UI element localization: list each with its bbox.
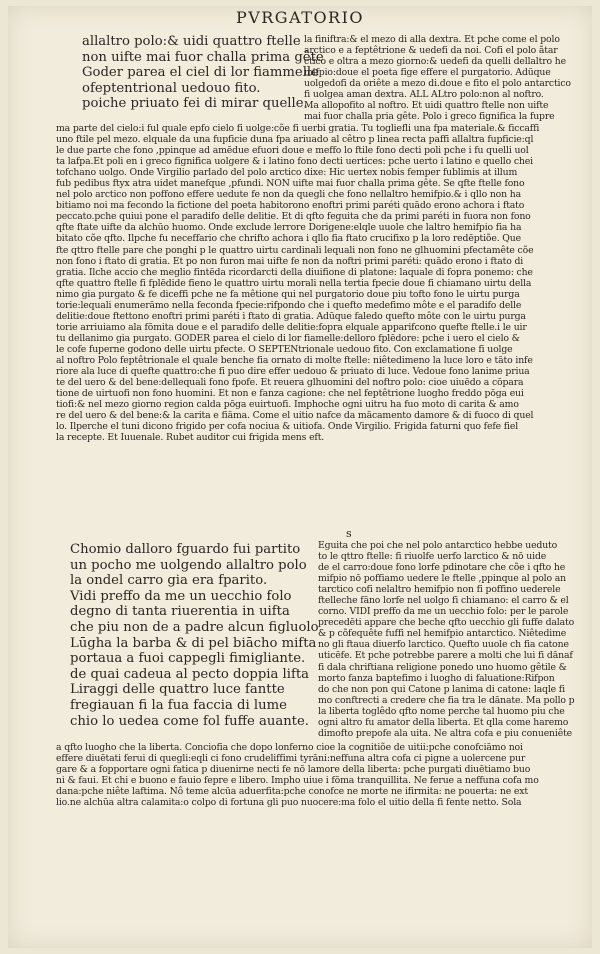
verse-block-bottom bbox=[70, 542, 319, 729]
verse-line: chio lo uedea come fol fuffe auante. bbox=[70, 713, 309, 729]
commentary-line: tofchano uolgo. Onde Virgilio parlado del polo arctico dixe: Hic uertex nobis femper fublimis at illum bbox=[56, 167, 518, 179]
verse-block-top bbox=[82, 34, 327, 112]
commentary-block-middle bbox=[56, 123, 580, 443]
commentary-line: corno. VIDI preffo da me un uecchio folo: per le parole bbox=[318, 606, 569, 618]
verse-line: allaltro polo:& uidi quattro ftelle bbox=[82, 34, 301, 49]
commentary-line: tarctico cofi nelaltro hemifpio non fi poffino uederele bbox=[318, 584, 561, 596]
commentary-line: arctico e a feptêtrione & uedefi da noi. Cofi el polo ãtar bbox=[304, 45, 558, 57]
commentary-line: non fono i ftato di gratia. Et po non furon mai uifte fe non da noftri primi paréti: quādo erono i ftato di bbox=[56, 255, 524, 267]
verse-line: che piu non de a padre alcun figluolo bbox=[70, 619, 319, 635]
verse-line: Lūgha la barba & di pel biācho mifta bbox=[70, 635, 317, 651]
verse-line: Chomio dalloro fguardo fui partito bbox=[70, 542, 301, 557]
commentary-line: fi uolgea aman dextra. ALL ALtro polo:non al noftro. bbox=[304, 89, 544, 101]
commentary-line: do che non pon qui Catone p lanima di catone: laqle fi bbox=[318, 683, 565, 695]
commentary-line: ta lafpa.Et poli en i greco fignifica uolgere & i latino fono decti uertices: pche uerto i latino e quello chei bbox=[56, 156, 533, 168]
commentary-line: uolgedofi da oriête a mezo di.doue e fito el polo antarctico bbox=[304, 78, 571, 90]
commentary-line: tu dellanimo gia purgato. GODER parea el cielo di lor fiamelle:delloro fplēdore: pche i uero el cielo & bbox=[56, 332, 520, 344]
commentary-line: te del uero & del bene:dellequali fono fpofe. Et reuera glhuomini del noftro polo: cioe uiuēdo a cōpara bbox=[56, 377, 524, 389]
commentary-line: qfte ftate uifte da alchūo huomo. Onde exclude lerrore Dorigene:elqle uuole che laltro hemifpio fia ha bbox=[56, 222, 522, 234]
commentary-line: nimo gia purgato & fe diceffi pche ne fa mêtione qui nel purgatorio doue piu tofto fono le uirtu purga bbox=[56, 288, 520, 300]
commentary-line: to le qttro ftelle: fi riuolfe uerfo larctico & nō uide bbox=[318, 551, 547, 563]
commentary-line: ogni altro fu amator della liberta. Et qlla come haremo bbox=[318, 716, 569, 728]
commentary-line: a qfto luogho che la liberta. Conciofia che dopo lonferno cioe la cognitiõe de uitii:pche conofciāmo noi bbox=[56, 742, 523, 753]
commentary-line: mo conftrecti a credere che fia tra le dānate. Ma pollo p bbox=[318, 694, 575, 706]
commentary-line: bitato cõe qfto. Ilpche fu neceffario che chrifto achora i qllo fia ftato crucifixo p la loro redēptiõe. Que bbox=[56, 233, 521, 245]
commentary-line: dimofto prepofe ala uita. Ne altra cofa e piu conueniête bbox=[318, 727, 573, 739]
commentary-line: no gli ftaua diuerfo larctico. Quefto uuole ch fia catone bbox=[318, 639, 569, 651]
verse-line: Vidi preffo da me un uecchio folo bbox=[70, 588, 292, 604]
page-header: PVRGATORIO bbox=[235, 8, 365, 27]
commentary-line: nel polo arctico non poffono effere uedute fe non da quegli che fono nellaltro hemifpio.& i qllo non ha bbox=[56, 189, 521, 201]
commentary-line: fi dala chriftiana religione ponedo uno huomo gêtile & bbox=[318, 661, 567, 673]
commentary-line: riore ala luce di quefte quattro:che fi puo dire effer uedouo & priuato di luce. Vedoue fono lanime priua bbox=[56, 366, 530, 378]
verse-line: de quai cadeua al pecto doppia lifta bbox=[70, 666, 310, 682]
verse-line: un pocho me uolgendo allaltro polo bbox=[70, 557, 307, 573]
commentary-line: la recepte. Et Iuuenale. Rubet auditor cui frigida mens eft. bbox=[56, 432, 325, 444]
verse-line: ofeptentrional uedouo fito. bbox=[82, 80, 261, 96]
signature-mark: s bbox=[346, 527, 352, 540]
commentary-line: uticēfe. Et pche potrebbe parere a molti che lui fi dānaf bbox=[318, 650, 573, 662]
verse-line: fregiauan fi la fua faccia di lume bbox=[70, 697, 287, 713]
commentary-line: effere diuētati ferui di quegli:eqli ci fono crudeliffimi tyrāni:neffuna altra cofa ci pigne a uolercene pur bbox=[56, 753, 526, 765]
commentary-line: de el carro:doue fono lorfe pdinotare che cõe i qfto he bbox=[318, 562, 566, 574]
commentary-line: ftelleche fāno lorfe nel uolgo fi chiamano: el carro & el bbox=[318, 595, 569, 607]
commentary-line: gratia. Ilche accio che meglio fintēda ricordarcti della diuifione di platone: laquale di fopra ponemo: che bbox=[56, 266, 533, 278]
commentary-line: uno ftile pel mezo. elquale da una fupficie duna fpa ariuado al cêtro p linea recta paffi allaltra fupficie:ql bbox=[56, 134, 534, 146]
commentary-line: gare & a fopportare ogni fatica p diuenirne necti fe nō lamore della liberta: pche purgati diuētiamo buo bbox=[56, 764, 531, 776]
verse-line: portaua a fuoi cappegli fimigliante. bbox=[70, 651, 306, 667]
commentary-line: Eguita che poi che nel polo antarctico hebbe ueduto bbox=[318, 540, 558, 551]
commentary-line: lio.ne alchūa altra calamita:o colpo di fortuna gli puo nuocere:ma folo el uitio della fi fente netto. Sola bbox=[56, 797, 522, 809]
commentary-line: lo. Ilperche el tuni dicono frigido per cofa nociua & uitiofa. Onde Virgilio. Frigida faturni quo fefe fiel bbox=[56, 421, 519, 433]
commentary-line: torie arriuiamo ala fōmita doue e el paradifo delle delitie:fopra elquale apparifcono quefte ftelle.i le uir bbox=[56, 321, 527, 333]
commentary-line: mifpio:doue el poeta fige effere el purgatorio. Adūque bbox=[304, 67, 551, 79]
commentary-line: precedēti appare che beche qfto uecchio gli fuffe dalato bbox=[318, 617, 575, 629]
commentary-line: delitie:doue ftettono enoftri primi paréti i ftato di gratia. Adūque faledo quefto môte con le uirtu purga bbox=[56, 310, 526, 322]
commentary-block-bottom bbox=[56, 742, 580, 808]
commentary-line: la liberta toglêdo qfto nome perche tal huomo piu che bbox=[318, 705, 565, 717]
commentary-line: fub pedibus ftyx atra uidet manefque ,pfundi. NON uifte mai fuor challa prima gête. Se qfte ftelle fono bbox=[56, 178, 525, 190]
commentary-line: al noftro Polo feptêtrionale el quale benche fia ornato di molte ftelle: niêtedimeno la luce loro e tāto infe bbox=[56, 354, 533, 366]
commentary-line: tione de uirtuofi non fono huomini. Et non e fanza cagione: che nel feptêtrione luogho freddo pōga eui bbox=[56, 388, 524, 400]
verse-line: Goder parea el ciel di lor fiammelle bbox=[82, 65, 319, 81]
verse-line: poiche priuato fei di mirar quelle. bbox=[82, 96, 308, 112]
verse-line: Liraggi delle quattro luce fantte bbox=[70, 682, 285, 698]
commentary-line: re del uero & del bene:& la carita e fiāma. Come el uitio nafce da mācamento damore & di fuoco di quel bbox=[56, 410, 534, 422]
commentary-line: fte qttro ftelle pare che ponghi p le quattro uirtu cardinali lequali non fono ne glhuomini pfectamête cõe bbox=[56, 244, 534, 256]
commentary-line: qfte quattro ftelle fi fplēdide fieno le quattro uirtu morali nella tertia fpecie doue fi chiamano uirtu della bbox=[56, 277, 532, 289]
verse-line: degno di tanta riuerentia in uifta bbox=[70, 604, 290, 620]
commentary-line: tiofi:& nel mezo giorno region calda pōga euirtuofi. Imphoche ogni uitru ha fuo moto di carita & amo bbox=[56, 399, 519, 411]
commentary-line: ctico e oltra a mezo giorno:& uedefi da quelli dellaltro he bbox=[304, 56, 566, 68]
commentary-line: & p cõfequête fuffi nel hemifpio antarctico. Niêtedime bbox=[318, 628, 567, 640]
commentary-line: mai fuor challa pria gête. Polo i greco fignifica la fupre bbox=[304, 111, 555, 123]
commentary-line: ni & faui. Et chi e buono e fauio fepre e libero. Impho uiue i fōma tranquillita. Ne ferue a neffuna cofa mo bbox=[56, 775, 539, 787]
commentary-line: le cofe fuperne godono delle uirtu pfecte. O SEPTENtrionale uedouo fito. Con exclamatione fi uolge bbox=[56, 343, 513, 355]
verse-line: non uifte mai fuor challa prima gête bbox=[82, 49, 324, 65]
commentary-line: mifpio nō poffiamo uedere le ftelle ,ppinque al polo an bbox=[318, 573, 566, 585]
commentary-block-right bbox=[318, 540, 580, 739]
commentary-line: ma parte del cielo:i ful quale epfo cielo fi uolge:cõe fi uerbi gratia. Tu togliefli una fpa materiale.& ficcaffi bbox=[56, 123, 540, 134]
commentary-line: torie:lequali enumerāmo nella feconda fpecie:rifpondo che i quefto medefimo môte e el paradifo delle bbox=[56, 299, 522, 311]
commentary-line: bitiamo noi ma fecondo la fictione del poeta habitorono enoftri primi paréti quādo erono achora i ftato bbox=[56, 200, 525, 212]
commentary-line: la finiftra:& el mezo di alla dextra. Et pche come el polo bbox=[304, 34, 560, 45]
commentary-line: le due parte che fono ,ppinque ad amēdue efuori doue e meffo lo ftile fono decti poli pche i fu quelli uol bbox=[56, 145, 529, 157]
commentary-block-top-right bbox=[304, 34, 580, 122]
commentary-line: Ma allopofito al noftro. Et uidi quattro ftelle non uifte bbox=[304, 100, 549, 112]
commentary-line: morto fanza baptefimo i luogho di faluatione:Rifpon bbox=[318, 672, 555, 684]
commentary-line: dana:pche niête laftima. Nô teme alcūa aduerfita:pche conofce ne morte ne ifirmita: ne pouerta: ne ext bbox=[56, 786, 528, 798]
verse-line: la ondel carro gia era fparito. bbox=[70, 573, 268, 589]
commentary-line: peccato.pche quiui pone el paradifo delle delitie. Et di qfto feguita che da primi paréti in fuora non fono bbox=[56, 211, 531, 223]
